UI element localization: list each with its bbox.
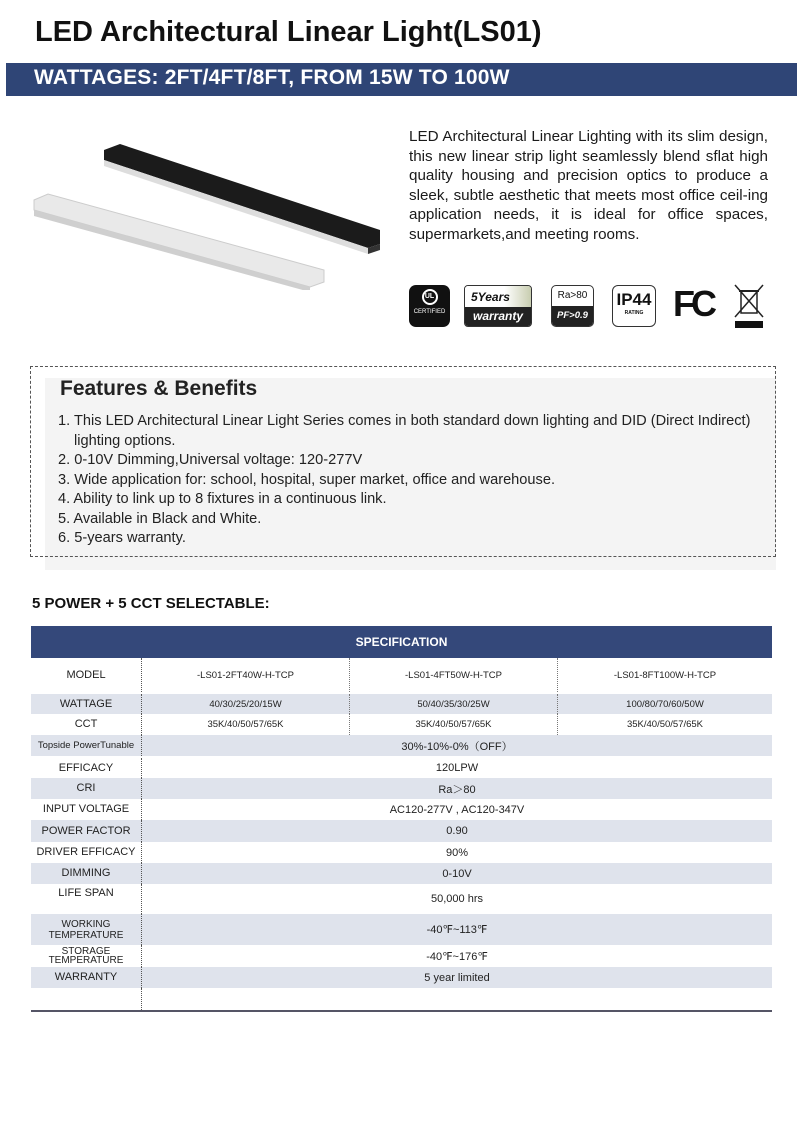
warranty-badge [464,285,532,327]
ul-mark: UL [422,289,438,305]
ra-pf-badge [551,285,594,327]
spec-row [31,820,772,842]
cell: 100/80/70/60/50W [626,698,704,710]
spec-row-model [31,658,772,692]
specification-table [31,626,772,1012]
fcc-logo: FC [673,283,713,324]
ul-certified-badge [409,285,450,327]
cell: -LS01-2FT40W-H-TCP [142,658,350,692]
row-label: CCT [31,714,142,735]
feature-item: 1. This LED Architectural Linear Light Series comes in both standard down lighting and DID (Direct Indirect) lighting options. [58,413,751,449]
feature-item: 5. Available in Black and White. [58,510,262,527]
page-title: LED Architectural Linear Light(LS01) [35,16,542,48]
cell: 30%-10%-0%（OFF） [401,740,513,753]
row-label: EFFICACY [31,758,142,778]
spec-row [31,945,772,967]
ip-label: IP44 [616,290,652,309]
ip-rating: RATING [624,310,644,316]
features-list [58,412,763,549]
cell: 35K/40/50/57/65K [350,714,558,735]
row-label: POWER FACTOR [31,820,142,842]
ip44-badge [612,285,656,327]
cell: 50/40/35/30/25W [350,694,558,714]
row-label: INPUT VOLTAGE [31,799,142,820]
spec-header: SPECIFICATION [31,626,772,658]
row-label: WATTAGE [31,694,142,714]
cell: AC120-277V , AC120-347V [389,803,525,816]
spec-row [31,863,772,884]
warranty-label: warranty [465,307,531,327]
wattage-banner: WATTAGES: 2FT/4FT/8FT, FROM 15W TO 100W [6,63,797,96]
cell: 50,000 hrs [431,893,483,905]
cell: 0.90 [446,825,468,837]
spec-row [31,967,772,988]
row-label: MODEL [31,658,142,692]
spec-row-empty [31,988,772,1010]
weee-bin-icon [733,283,765,329]
spec-row [31,842,772,863]
row-label: CRI [31,778,142,799]
row-label: WORKING TEMPERATURE [31,914,142,945]
spec-row-wattage [31,692,772,714]
cell: 5 year limited [424,971,490,984]
row-label: Topside PowerTunable [31,735,142,756]
feature-item: 3. Wide application for: school, hospital, super market, office and warehouse. [58,471,555,488]
cell: -40℉~176℉ [426,950,488,963]
cell: -40℉~113℉ [426,924,488,936]
ul-label: CERTIFIED [413,309,446,315]
pf-label: PF>0.9 [552,306,593,327]
spec-row [31,799,772,820]
row-label: STORAGE TEMPERATURE [31,945,142,967]
cell: -LS01-8FT100W-H-TCP [613,669,717,681]
cell: -LS01-4FT50W-H-TCP [350,658,558,692]
warranty-years: 5Years [465,286,531,307]
table-bottom-rule [31,1010,772,1012]
feature-item: 2. 0-10V Dimming,Universal voltage: 120-277V [58,452,363,468]
row-label [31,988,142,1010]
cell: Ra＞80 [438,783,476,796]
feature-item: 4. Ability to link up to 8 fixtures in a continuous link. [58,491,387,507]
cell: 120LPW [435,762,479,774]
features-title: Features & Benefits [60,377,258,400]
ra-label: Ra>80 [557,290,588,301]
cell: 90% [445,846,469,859]
row-label: DIMMING [31,863,142,884]
row-label: LIFE SPAN [31,884,142,914]
spec-row [31,778,772,799]
spec-row-cct [31,714,772,735]
spec-row [31,914,772,945]
row-label: WARRANTY [31,967,142,988]
cell: 40/30/25/20/15W [142,694,350,714]
cell: 35K/40/50/57/65K [626,719,704,730]
selectable-heading: 5 POWER + 5 CCT SELECTABLE: [32,595,270,612]
product-description: LED Architectural Linear Lighting with its slim design, this new linear strip light seamlessly blend sflat high quality housing and precision optics to produce a sleek, subtle aesthetic that meets most office ceil-ing application needs, it is ideal for office spaces, supermarkets,and meeting rooms. [409,128,768,243]
linear-light-image [28,140,388,290]
spec-row [31,756,772,778]
feature-item: 6. 5-years warranty. [58,530,186,546]
row-label: DRIVER EFFICACY [31,842,142,863]
cell: 35K/40/50/57/65K [142,714,350,735]
spec-row [31,735,772,756]
spec-row [31,884,772,914]
cell: 0-10V [442,867,472,880]
